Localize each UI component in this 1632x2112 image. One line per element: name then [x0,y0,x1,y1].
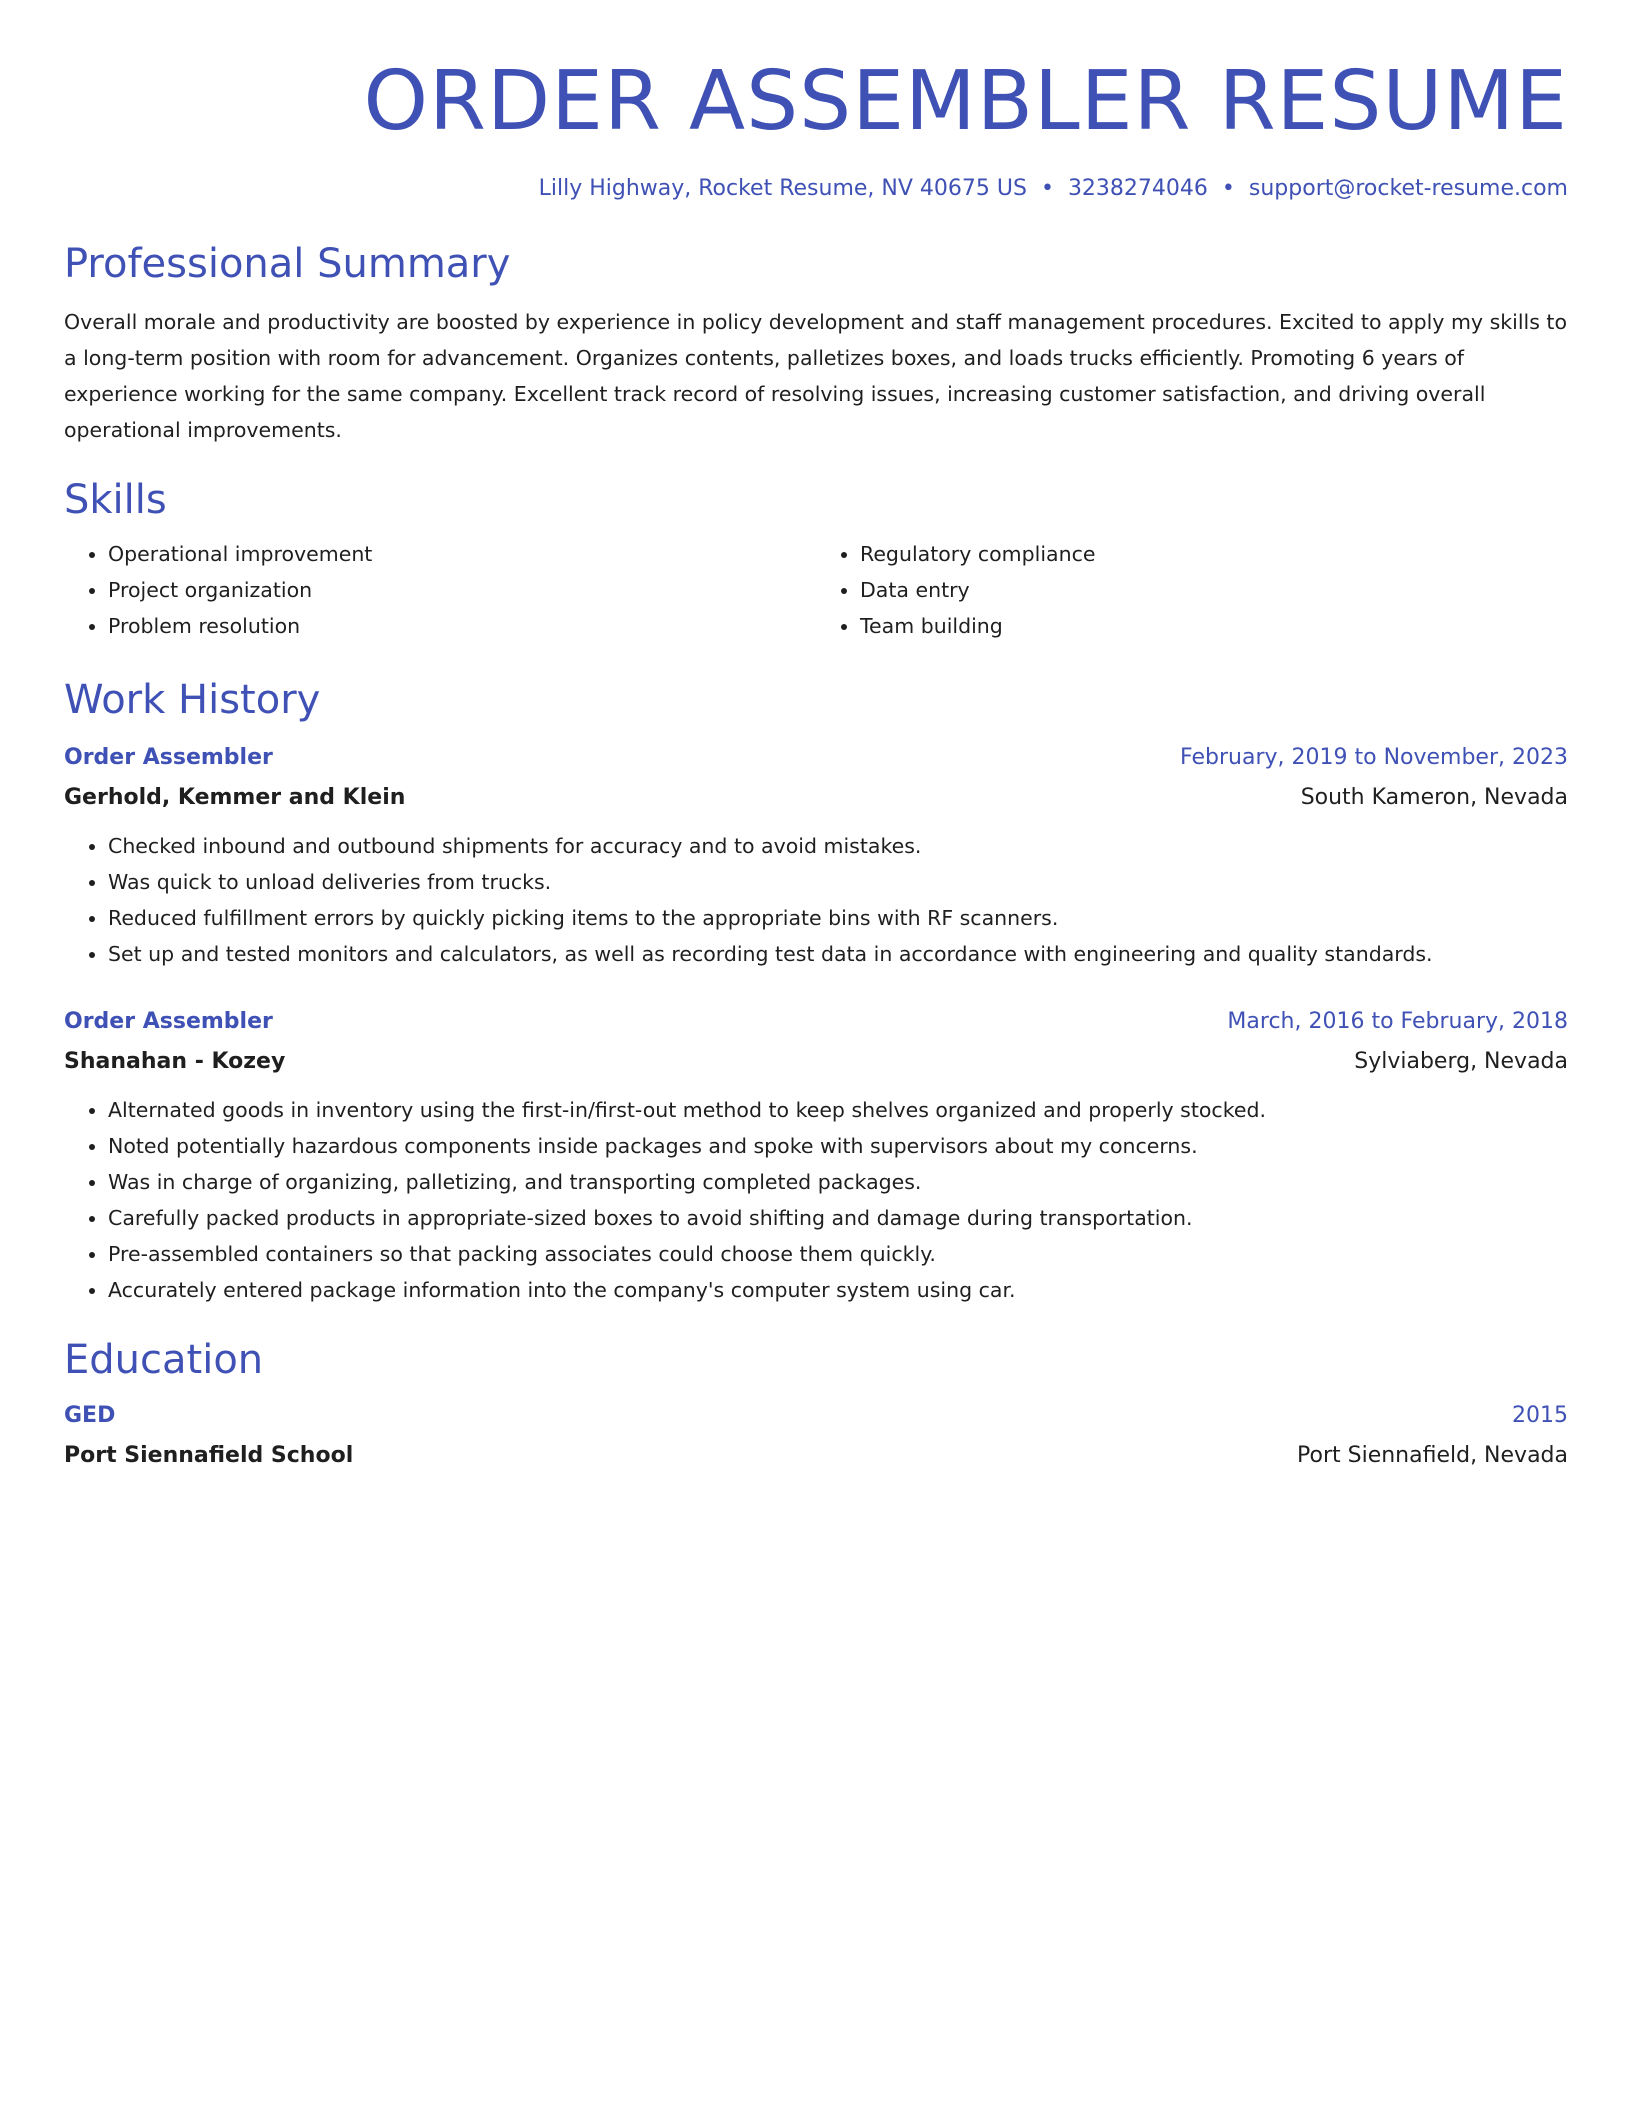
education-school: Port Siennafield School [64,1443,354,1468]
job-employer-row [64,1042,1568,1082]
job-bullet: • Checked inbound and outbound shipments for accuracy and to avoid mistakes. [108,828,1568,864]
skill-item: • Operational improvement [108,536,816,572]
job-employer-row [64,778,1568,818]
job-header-row [64,738,1568,778]
job-bullet: • Reduced fulfillment errors by quickly picking items to the appropriate bins with RF scanners. [108,900,1568,936]
contact-phone: 3238274046 [1067,176,1208,201]
job-bullet: • Was quick to unload deliveries from trucks. [108,864,1568,900]
skills-list [64,536,1568,644]
contact-address: Lilly Highway, Rocket Resume, NV 40675 US [538,176,1027,201]
contact-separator: • [1221,176,1235,201]
skills-heading: Skills [64,477,167,523]
job-location: Sylviaberg, Nevada [1354,1049,1568,1074]
education-location: Port Siennafield, Nevada [1297,1443,1568,1468]
job-company: Gerhold, Kemmer and Klein [64,785,406,810]
education-heading: Education [64,1337,264,1383]
job-bullet: • Accurately entered package information into the company's computer system using car. [108,1272,1568,1308]
skill-item: • Data entry [860,572,1568,608]
job-bullet: • Set up and tested monitors and calculators, as well as recording test data in accordance with engineering and quality standards. [108,936,1568,972]
education-degree-row [64,1396,1568,1436]
job-bullet: • Was in charge of organizing, palletizing, and transporting completed packages. [108,1164,1568,1200]
job-bullet: • Pre-assembled containers so that packing associates could choose them quickly. [108,1236,1568,1272]
job-bullet: • Carefully packed products in appropriate-sized boxes to avoid shifting and damage during transportation. [108,1200,1568,1236]
job-header-row [64,1002,1568,1042]
skill-item: • Regulatory compliance [860,536,1568,572]
resume-page [64,0,1568,1476]
skills-column-right [816,536,1568,644]
skill-item: • Problem resolution [108,608,816,644]
job-bullet: • Noted potentially hazardous components inside packages and spoke with supervisors about my concerns. [108,1128,1568,1164]
skill-item: • Team building [860,608,1568,644]
job-title: Order Assembler [64,1009,273,1034]
summary-heading: Professional Summary [64,241,511,287]
work-history-heading: Work History [64,677,321,723]
job-dates: March, 2016 to February, 2018 [1227,1009,1568,1034]
contact-email: support@rocket-resume.com [1248,176,1568,201]
job-entry [64,738,1568,972]
contact-separator: • [1040,176,1054,201]
summary-text: Overall morale and productivity are boosted by experience in policy development and staff management procedures. Excited to apply my skills to a long-term position with room for advancement. Organizes contents, palletizes boxes, and loads trucks efficiently. Promoting 6 years of experience working for the same company. Excellent track record of resolving issues, increasing customer satisfaction, and driving overall operational improvements. [64,310,1567,442]
skill-item: • Project organization [108,572,816,608]
contact-line [64,174,1568,204]
job-dates: February, 2019 to November, 2023 [1180,745,1568,770]
education-school-row [64,1436,1568,1476]
education-year: 2015 [1512,1403,1568,1428]
resume-title: ORDER ASSEMBLER RESUME [363,54,1568,149]
education-entry [64,1396,1568,1476]
job-responsibilities [64,828,1568,972]
job-responsibilities [64,1092,1568,1308]
job-company: Shanahan - Kozey [64,1049,286,1074]
skills-column-left [64,536,816,644]
job-bullet: • Alternated goods in inventory using the first-in/first-out method to keep shelves organized and properly stocked. [108,1092,1568,1128]
education-degree: GED [64,1403,116,1428]
job-location: South Kameron, Nevada [1300,785,1568,810]
job-title: Order Assembler [64,745,273,770]
job-entry [64,1002,1568,1308]
